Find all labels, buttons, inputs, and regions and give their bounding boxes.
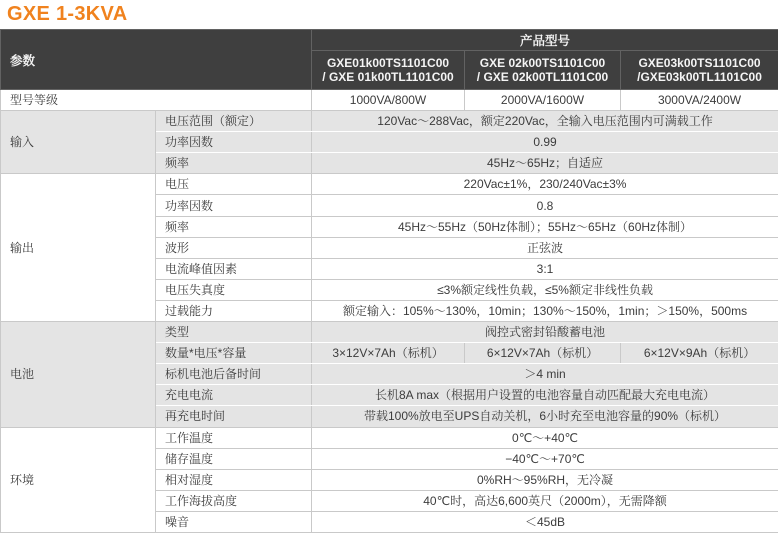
- spec-value: 6×12V×9Ah（标机）: [621, 343, 778, 364]
- spec-value: ＜45dB: [312, 511, 778, 532]
- spec-label: 过载能力: [156, 300, 312, 321]
- model-header-2: [465, 51, 621, 90]
- spec-value: 120Vac～288Vac，额定220Vac，全输入电压范围内可满载工作: [312, 111, 778, 132]
- spec-label: 工作温度: [156, 427, 312, 448]
- spec-value: 220Vac±1%，230/240Vac±3%: [312, 174, 778, 195]
- section-label-environment: 环境: [1, 427, 156, 533]
- spec-value: 3×12V×7Ah（标机）: [312, 343, 465, 364]
- spec-label: 数量*电压*容量: [156, 343, 312, 364]
- spec-value: 0℃～+40℃: [312, 427, 778, 448]
- spec-label: 标机电池后备时间: [156, 364, 312, 385]
- spec-label: 充电电流: [156, 385, 312, 406]
- spec-value: 额定输入：105%～130%，10min；130%～150%，1min；＞150%，500ms: [312, 300, 778, 321]
- table-row: [1, 111, 778, 132]
- spec-table: [0, 29, 778, 533]
- spec-label: 电压: [156, 174, 312, 195]
- section-label-battery: 电池: [1, 322, 156, 427]
- spec-label: 频率: [156, 216, 312, 237]
- spec-value: 6×12V×7Ah（标机）: [465, 343, 621, 364]
- section-label-input: 输入: [1, 111, 156, 174]
- table-row: [1, 90, 778, 111]
- param-header: 参数: [1, 30, 312, 90]
- spec-label: 频率: [156, 153, 312, 174]
- model-name-line: GXE01k00TS1101C00: [326, 55, 450, 70]
- spec-value: 0.99: [312, 132, 778, 153]
- model-header-3: [621, 51, 778, 90]
- spec-value: 长机8A max（根据用户设置的电池容量自动匹配最大充电电流）: [312, 385, 778, 406]
- spec-label: 噪音: [156, 511, 312, 532]
- spec-value: 45Hz～55Hz（50Hz体制）；55Hz～65Hz（60Hz体制）: [312, 216, 778, 237]
- spec-value: 45Hz～65Hz；自适应: [312, 153, 778, 174]
- model-name-line: GXE 02k00TS1101C00: [479, 55, 606, 70]
- spec-label: 电流峰值因素: [156, 258, 312, 279]
- spec-value: 阀控式密封铅酸蓄电池: [312, 322, 778, 343]
- spec-label: 再充电时间: [156, 406, 312, 427]
- model-name-line: / GXE 02k00TL1101C00: [476, 70, 609, 84]
- spec-value: 0%RH～95%RH，无冷凝: [312, 469, 778, 490]
- spec-label: 功率因数: [156, 132, 312, 153]
- spec-value: 3000VA/2400W: [621, 90, 778, 111]
- spec-label: 储存温度: [156, 448, 312, 469]
- page-title: GXE 1-3KVA: [7, 3, 128, 25]
- table-header-row: [1, 30, 778, 51]
- spec-label: 波形: [156, 237, 312, 258]
- spec-value: 带载100%放电至UPS自动关机，6小时充至电池容量的90%（标机）: [312, 406, 778, 427]
- spec-value: ＞4 min: [312, 364, 778, 385]
- spec-value: 40℃时，高达6,600英尺（2000m），无需降额: [312, 490, 778, 511]
- spec-label: 型号等级: [1, 90, 312, 111]
- spec-label: 类型: [156, 322, 312, 343]
- spec-value: 正弦波: [312, 237, 778, 258]
- spec-value: −40℃～+70℃: [312, 448, 778, 469]
- spec-value: 3:1: [312, 258, 778, 279]
- spec-label: 电压失真度: [156, 279, 312, 300]
- spec-label: 电压范围（额定）: [156, 111, 312, 132]
- spec-label: 相对湿度: [156, 469, 312, 490]
- model-name-line: /GXE03k00TL1101C00: [637, 70, 762, 84]
- table-row: [1, 322, 778, 343]
- spec-label: 功率因数: [156, 195, 312, 216]
- table-row: [1, 174, 778, 195]
- spec-value: 0.8: [312, 195, 778, 216]
- spec-value: ≤3%额定线性负载，≤5%额定非线性负载: [312, 279, 778, 300]
- model-name-line: GXE03k00TS1101C00: [638, 55, 761, 70]
- model-header-1: [312, 51, 465, 90]
- table-row: [1, 427, 778, 448]
- spec-value: 2000VA/1600W: [465, 90, 621, 111]
- model-name-line: / GXE 01k00TL1101C00: [322, 70, 454, 84]
- spec-value: 1000VA/800W: [312, 90, 465, 111]
- product-model-header: 产品型号: [312, 30, 778, 51]
- spec-label: 工作海拔高度: [156, 490, 312, 511]
- section-label-output: 输出: [1, 174, 156, 322]
